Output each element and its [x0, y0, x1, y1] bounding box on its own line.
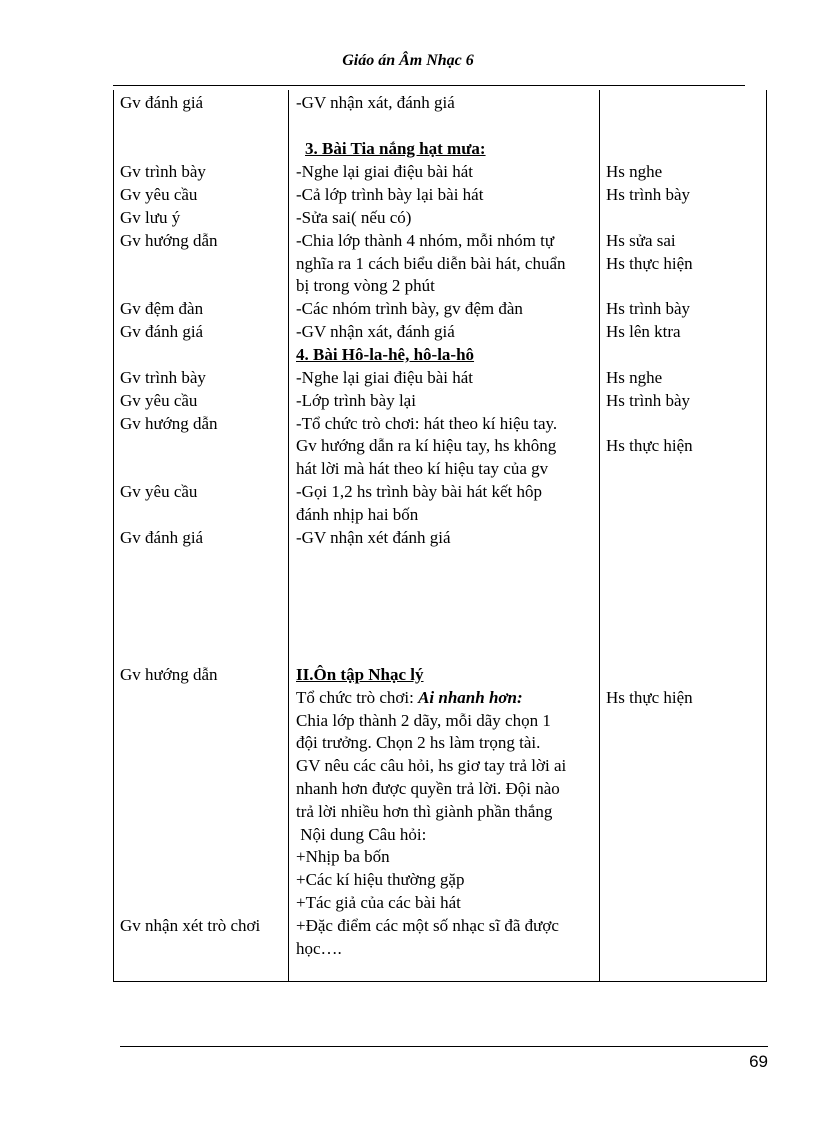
teacher-activity: Gv đánh giá	[120, 322, 204, 341]
content-line: Chia lớp thành 2 dãy, mỗi dãy chọn 1	[296, 711, 551, 730]
teacher-activity: Gv nhận xét trò chơi	[120, 916, 261, 935]
student-activity: Hs lên ktra	[606, 322, 681, 341]
content-line: +Đặc điểm các một số nhạc sĩ đã được	[296, 916, 559, 935]
teacher-activity: Gv hướng dẫn	[120, 665, 218, 684]
teacher-activity: Gv trình bày	[120, 162, 206, 181]
teacher-activity: Gv đánh giá	[120, 93, 204, 112]
content-line: -Các nhóm trình bày, gv đệm đàn	[296, 299, 523, 318]
content-line	[296, 687, 523, 709]
content-line: Gv hướng dẫn ra kí hiệu tay, hs không	[296, 436, 557, 455]
content-line: bị trong vòng 2 phút	[296, 276, 435, 295]
content-line: +Các kí hiệu thường gặp	[296, 870, 465, 889]
content-line: học….	[296, 939, 342, 958]
content-line: +Nhịp ba bốn	[296, 847, 390, 866]
student-activity: Hs nghe	[606, 368, 663, 387]
student-activity: Hs trình bày	[606, 391, 691, 410]
content-line: -Tổ chức trò chơi: hát theo kí hiệu tay.	[296, 414, 558, 433]
student-activity: Hs sửa sai	[606, 231, 676, 250]
page-number: 69	[749, 1052, 768, 1071]
teacher-activity: Gv yêu cầu	[120, 482, 198, 501]
content-line: -GV nhận xát, đánh giá	[296, 93, 455, 112]
section-heading: II.Ôn tập Nhạc lý	[296, 665, 424, 684]
teacher-activity: Gv hướng dẫn	[120, 231, 218, 250]
content-line: -Lớp trình bày lại	[296, 391, 416, 410]
teacher-activity: Gv đánh giá	[120, 528, 204, 547]
student-activity: Hs trình bày	[606, 185, 691, 204]
content-line: nhanh hơn được quyền trả lời. Đội nào	[296, 779, 560, 798]
content-line: -Gọi 1,2 hs trình bày bài hát kết hôp	[296, 482, 542, 501]
content-line: GV nêu các câu hỏi, hs giơ tay trả lời ai	[296, 756, 567, 775]
content-line: trả lời nhiều hơn thì giành phần thắng	[296, 802, 553, 821]
content-line: -Sửa sai( nếu có)	[296, 208, 412, 227]
student-activity: Hs thực hiện	[606, 254, 693, 273]
game-name: Ai nhanh hơn:	[418, 688, 523, 707]
teacher-activity: Gv lưu ý	[120, 208, 181, 227]
student-activity: Hs trình bày	[606, 299, 691, 318]
section-heading: 4. Bài Hô-la-hê, hô-la-hô	[296, 345, 475, 364]
content-line: nghĩa ra 1 cách biểu diễn bài hát, chuẩn	[296, 254, 566, 273]
content-line: -GV nhận xét đánh giá	[296, 528, 451, 547]
header-rule	[113, 85, 745, 86]
content-line: đội trưởng. Chọn 2 hs làm trọng tài.	[296, 733, 541, 752]
content-text: Tổ chức trò chơi:	[296, 688, 419, 707]
content-line: hát lời mà hát theo kí hiệu tay của gv	[296, 459, 549, 478]
content-line: -GV nhận xát, đánh giá	[296, 322, 455, 341]
teacher-activity: Gv trình bày	[120, 368, 206, 387]
student-activity: Hs nghe	[606, 162, 663, 181]
content-line: +Tác giả của các bài hát	[296, 893, 461, 912]
content-line: đánh nhịp hai bốn	[296, 505, 419, 524]
teacher-activity: Gv đệm đàn	[120, 299, 204, 318]
column-divider	[288, 90, 289, 981]
content-line: Nội dung Câu hỏi:	[296, 825, 427, 844]
footer-rule	[120, 1046, 768, 1047]
content-line: -Chia lớp thành 4 nhóm, mỗi nhóm tự	[296, 231, 555, 250]
page-header-title: Giáo án Âm Nhạc 6	[342, 52, 474, 69]
student-activity: Hs thực hiện	[606, 436, 693, 455]
column-divider	[599, 90, 600, 981]
student-activity: Hs thực hiện	[606, 688, 693, 707]
teacher-activity: Gv yêu cầu	[120, 185, 198, 204]
content-line: -Nghe lại giai điệu bài hát	[296, 368, 474, 387]
teacher-activity: Gv yêu cầu	[120, 391, 198, 410]
content-line: -Nghe lại giai điệu bài hát	[296, 162, 474, 181]
section-heading: 3. Bài Tia nắng hạt mưa:	[305, 139, 486, 158]
content-line: -Cả lớp trình bày lại bài hát	[296, 185, 484, 204]
teacher-activity: Gv hướng dẫn	[120, 414, 218, 433]
